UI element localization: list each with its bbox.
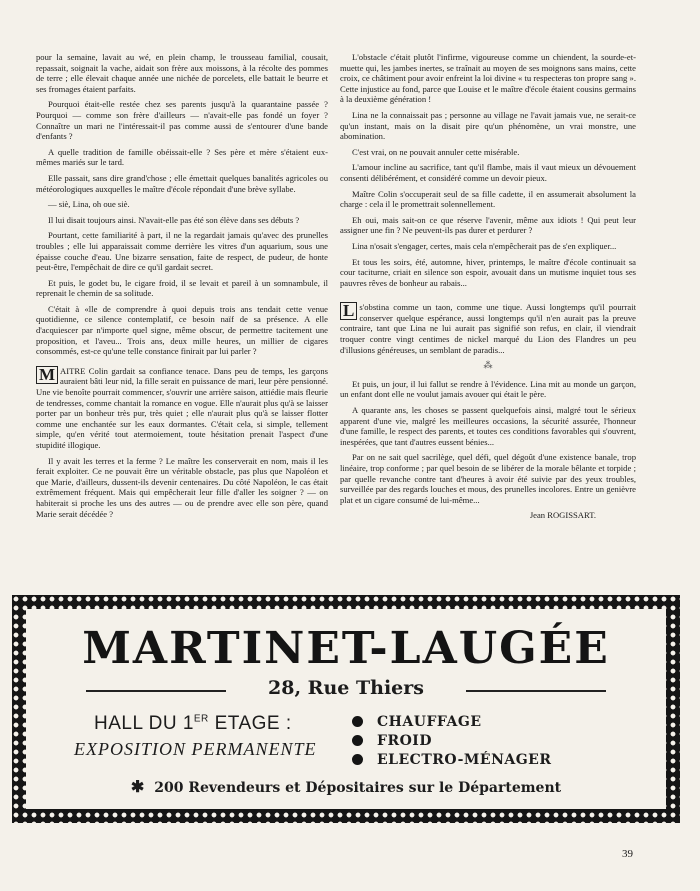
ad-footer-text: 200 Revendeurs et Dépositaires sur le Département bbox=[154, 780, 562, 796]
paragraph: pour la semaine, lavait au wé, en plein champ, le trousseau familial, cousait, repassait, soignait la vache, aidait son frère aux moissons, à la récolte des pommes de terre ; elle élevait chaque année une nichée de porcelets, elle battait le beurre et ses fromages étaient parfaits. bbox=[36, 52, 328, 94]
paragraph: Lina ne la connaissait pas ; personne au village ne l'avait jamais vue, ne serait-ce qu'un instant, mais on la disait pire qu'un phénomène, un vrai monstre, une abomination. bbox=[340, 109, 636, 142]
section-separator: ⁂ bbox=[483, 360, 493, 371]
bullet-icon bbox=[352, 735, 363, 746]
paragraph: C'est vrai, on ne pouvait annuler cette misérable. bbox=[352, 146, 520, 157]
advertisement bbox=[12, 595, 680, 823]
paragraph: A quelle tradition de famille obéissait-elle ? Ses père et mère s'étaient eux-mêmes mariés sur le tard. bbox=[36, 146, 328, 168]
paragraph: L'obstacle c'était plutôt l'infirme, vigoureuse comme un chiendent, la sourde-et-muette qui, les jambes inertes, se traînait au moyen de ses moignons sans mains, cette croix, ce châtiment pour avoir enfreint la loi divine « tu respecteras ton propre sang ». Cette injustice au fond, parce que Louise et le maître d'école étaient cousins germains à la deuxième génération ! bbox=[340, 52, 636, 105]
paragraph: Eh oui, mais sait-on ce que réserve l'avenir, même aux idiots ! Qui peut leur assigner une fin ? Ne peuvent-ils pas durer et perdurer ? bbox=[340, 214, 636, 236]
paragraph: Pourquoi était-elle restée chez ses parents jusqu'à la quarantaine passée ? Pourquoi — comme son frère d'ailleurs — n'avait-elle pas fondé un foyer ? Connaître un mari ne l'intéressait-il pas comme aussi de s'entourer d'une bande d'enfants ? bbox=[36, 99, 328, 142]
dropcap-paragraph bbox=[340, 302, 636, 355]
author-signature: Jean ROGISSART. bbox=[529, 510, 596, 521]
dropcap-letter: L bbox=[340, 302, 357, 320]
dropcap-text: s'obstina comme un taon, comme une tique. Aussi longtemps qu'il pourrait conserver quelque espérance, aussi longtemps qu'il n'en aurait pas la preuve contraire, tant que Lina ne lui aurait pas signifié son refus, en clair, il viendrait troquer contre vingt centimes de nickel marqué du Lion des Flandres un peu d'illusions généreuses, un semblant de paradis... bbox=[340, 302, 636, 355]
ad-product-item bbox=[352, 731, 552, 750]
ad-exposition: EXPOSITION PERMANENTE bbox=[74, 739, 317, 759]
paragraph: — siè, Lina, oh oue siè. bbox=[48, 199, 130, 210]
ad-product-label: FROID bbox=[377, 732, 432, 749]
dropcap-paragraph bbox=[36, 366, 328, 451]
advertisement-panel bbox=[26, 609, 666, 809]
paragraph: Et puis, un jour, il lui fallut se rendre à l'évidence. Lina mit au monde un garçon, un enfant dont elle ne voulut jamais avouer qui était le père. bbox=[340, 378, 636, 400]
dropcap-text: AITRE Colin gardait sa confiance tenace. Dans peu de temps, les garçons auraient bâti leur nid, la fille serait en puissance de mari, leur père pensionné. Une vie benoîte pourrait commencer, s'ouvrir une arrière saison, attiédie mais fleurie de tendresses, comme chantait la romance en vogue. Elle n'aurait plus qu'à se laisser porter par un bonheur très pur, très quiet ; elle n'aurait plus qu'à se laisser flotter comme une enchantée sur les eaux dormantes. C'était cela, si simple, tellement simple, qu'en vérité tout atermoiement, toute hésitation prenait l'aspect d'une stupidité illogique. bbox=[36, 365, 328, 450]
paragraph: Il y avait les terres et la ferme ? Le maître les conserverait en nom, mais il les ferait exploiter. Ce ne pouvait être un véritable obstacle, pas plus que Napoléon et que Marie, d'ailleurs, dussent-ils devenir centenaires. Du côté Napoléon, le cas était extrêmement fréquent. Mais qui empêcherait leur fille d'aller les soigner ? — on habiterait si proche les uns des autres — ou de prendre avec elle son père, quand Marie serait décédée ? bbox=[36, 455, 328, 519]
ad-hall-line bbox=[94, 713, 292, 735]
page-number: 39 bbox=[622, 848, 633, 860]
ad-hall-superscript: ER bbox=[193, 713, 209, 725]
ad-product-item bbox=[352, 750, 552, 769]
star-icon: ✱ bbox=[130, 777, 145, 796]
paragraph: Lina n'osait s'engager, certes, mais cela n'empêcherait pas de s'en expliquer... bbox=[352, 240, 617, 251]
ad-product-item bbox=[352, 712, 552, 731]
ad-footer-line bbox=[26, 777, 666, 796]
paragraph: Et puis, le godet bu, le cigare froid, il se levait et pareil à un somnambule, il reprenait le chemin de sa solitude. bbox=[36, 277, 328, 299]
paragraph: A quarante ans, les choses se passent quelquefois ainsi, malgré tout le sérieux apparent d'une vie, malgré les meilleures occasions, la sécurité assurée, l'honneur d'une famille, le respect des parents, et toutes ces conditions favorables qui s'ouvrent, inespérées, que tant d'autres eussent bénies... bbox=[340, 405, 636, 447]
ad-address: 28, Rue Thiers bbox=[268, 677, 424, 699]
paragraph: Pourtant, cette familiarité à part, il ne la regardait jamais qu'avec des prunelles troubles ; elle lui apparaissait comme derrière les vitres d'un aquarium, sous une épaisse couche d'eau. Une bizarre sensation, faite de respect, de pudeur, de honte peut-être, l'empêchait de dire ce qu'il gardait secret. bbox=[36, 230, 328, 273]
ad-product-list bbox=[352, 712, 552, 769]
paragraph: C'était à «lle de comprendre à quoi depuis trois ans tendait cette venue quotidienne, ce silence contemplatif, ce besoin naïf de sa présence. A elle d'acquiescer par n'importe quel signe, même obscur, de permettre tacitement une proposition, et l'aveu... Trois ans, deux mille heures, un millier de cigares consommés, est-ce qu'une telle constance finirait par lui parler ? bbox=[36, 303, 328, 357]
bullet-icon bbox=[352, 716, 363, 727]
ad-hall-suffix: ETAGE : bbox=[208, 713, 292, 734]
paragraph: Elle passait, sans dire grand'chose ; elle émettait quelques banalités agricoles ou météorologiques auxquelles le maître d'école répondait d'une brève syllabe. bbox=[36, 172, 328, 194]
ad-product-label: CHAUFFAGE bbox=[377, 713, 482, 730]
paragraph: L'amour incline au sacrifice, tant qu'il flambe, mais il vaut mieux un dévouement consenti délibérément, et considéré comme un devoir pieux. bbox=[340, 162, 636, 183]
article-column-right bbox=[340, 52, 636, 526]
article-column-left bbox=[36, 52, 328, 524]
ad-brand-name: MARTINET-LAUGÉE bbox=[82, 623, 610, 674]
paragraph: Il lui disait toujours ainsi. N'avait-elle pas été son élève dans ses débuts ? bbox=[48, 214, 300, 225]
paragraph: Par on ne sait quel sacrilège, quel défi, quel dégoût d'une existence banale, trop linéaire, trop conforme ; par quel besoin de se libérer de la morale bêlante et torpide ; par quelle revanche contre tant d'heures à avoir été suivie par des yeux troubles, surveillée par des regards louches et mous, des prunelles incolores. Entre un genièvre plat et un cigare consumé de lui-même... bbox=[340, 452, 636, 505]
ad-hall-prefix: HALL DU 1 bbox=[94, 713, 194, 734]
paragraph: Maître Colin s'occuperait seul de sa fille cadette, il en assumerait absolument la charge : cela il le promettrait solennellement. bbox=[340, 188, 636, 210]
bullet-icon bbox=[352, 754, 363, 765]
ad-product-label: ELECTRO-MÉNAGER bbox=[377, 751, 552, 768]
paragraph: Et tous les soirs, été, automne, hiver, printemps, le maître d'école continuait sa cour taciturne, criait en silence son espoir, avouait dans un mutisme inquiet tous ses pauvres rêves de bonheur au rabais... bbox=[340, 256, 636, 288]
dropcap-letter: M bbox=[36, 366, 58, 384]
